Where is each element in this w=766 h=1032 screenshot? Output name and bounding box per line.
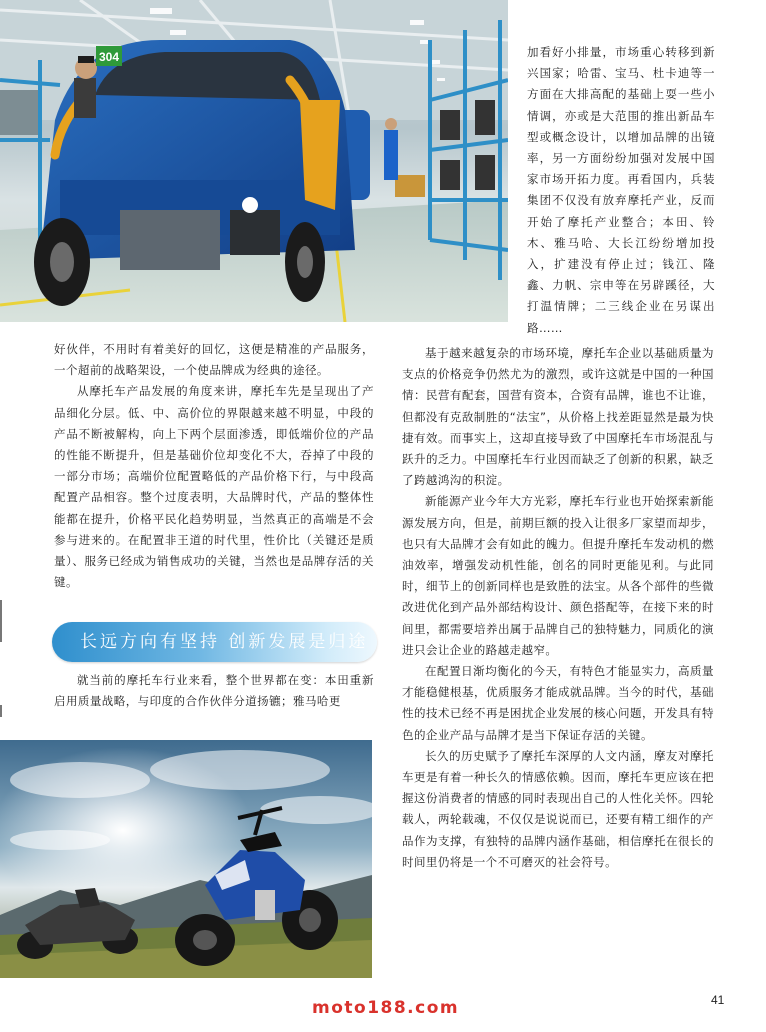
site-url[interactable]: moto188.com (312, 998, 460, 1018)
right-column-text (527, 42, 715, 339)
page-number: 41 (711, 993, 725, 1007)
page-edge-mark (0, 705, 2, 717)
station-number-sign: 304 (98, 50, 120, 64)
paragraph-market-environment: 基于越来越复杂的市场环境，摩托车企业以基础质量为支点的价格竞争仍然尤为的激烈，或许这就是中国的一种国情：民营有配套，国营有资本，合资有品牌，谁也不让谁，但都没有克敌制胜的“法宝”，从价格上找差距显然是最为快捷有效。而事实上，这却直接导致了中国摩托车市场混乱与跃升的乏力。中国摩托车行业因而缺乏了创新的积累，缺乏了跨越鸿沟的积淀。 (402, 346, 714, 488)
paragraph-industry-changes: 就当前的摩托车行业来看，整个世界都在变：本田重新启用质量战略，与印度的合作伙伴分道扬镳；雅马哈更 (54, 673, 374, 709)
atv-photo (0, 740, 372, 978)
section-heading: 长远方向有坚持 创新发展是归途 (80, 632, 369, 652)
left-column-text (54, 339, 374, 593)
paragraph-cultural-heritage: 长久的历史赋予了摩托车深厚的人文内涵，摩友对摩托车更是有着一种长久的情感依赖。因而，摩托车更应该在把握这份消费者的情感的同时表现出自己的人性化关怀。四轮载人，两轮载魂，不仅仅是说说而已，还要有精工细作的产品作为支撑，有独特的品牌内涵作基础，相信摩托在很长的时间里仍将是一个不可磨灭的社会符号。 (402, 748, 714, 869)
right-column-paragraph: 加看好小排量，市场重心转移到新兴国家；哈雷、宝马、杜卡迪等一方面在大排高配的基础上耍一些小情调，亦或是大范围的推出新品车型或概念设计，以增加品牌的出镜率，另一方面纷纷加强对发展中国家市场开拓力度。再看国内，兵装集团不仅没有放弃摩托产业，反而开始了摩托产业整合；本田、铃木、雅马哈、大长江纷纷增加投入，扩建没有停止过；钱江、隆鑫、力帆、宗申等在另辟蹊径，大打温情牌；二三线企业在另谋出路…… (527, 45, 715, 335)
left-column-text-after-heading (54, 670, 374, 712)
continuation-column-text (402, 343, 714, 873)
paragraph-good-partner: 好伙伴，不用时有着美好的回忆，这便是精准的产品服务，一个超前的战略架设，一个使品牌成为经典的途径。 (54, 342, 374, 378)
section-heading-banner (52, 622, 377, 662)
paragraph-product-development: 从摩托车产品发展的角度来讲，摩托车先是呈现出了产品细化分层。低、中、高价位的界限越来越不明显，中段的产品不断被解构，向上下两个层面渗透，即低端价位的产品的性能不断提升，但是基础价位却变化不大，吞掉了中段的一部分市场；高端价位配置略低的产品价格下行，与中段高配置产品相容。整个过度表明，大品牌时代，产品的整体性能都在提升，价格平民化趋势明显，当然真正的高端是不会参与进来的。在配置非王道的时代里，性价比（关键还是质量）、服务已经成为销售成功的关键，当然也是品牌存活的关键。 (54, 384, 374, 590)
paragraph-balanced-configuration: 在配置日渐均衡化的今天，有特色才能显实力，高质量才能稳健根基，优质服务才能成就品牌。当今的时代，基础性的技术已经不再是困扰企业发展的核心问题，开发具有特色的企业产品与品牌才是当下保证存活的关键。 (402, 664, 714, 742)
paragraph-new-energy: 新能源产业今年大方光彩，摩托车行业也开始探索新能源发展方向，但是，前期巨额的投入让很多厂家望而却步，也只有大品牌才会有如此的魄力。但提升摩托车发动机的燃油效率，增强发动机性能，创名的同时更能见利。与此同时，细节上的创新同样也是致胜的法宝。从各个部件的些微改进优化到产品外部结构设计、颜色搭配等，在接下来的时间里，都需要培养出属于品牌自己的独特魅力，同质化的演进只会让企业的路越走越窄。 (402, 494, 714, 657)
page-edge-mark (0, 600, 2, 642)
factory-assembly-photo (0, 0, 508, 322)
